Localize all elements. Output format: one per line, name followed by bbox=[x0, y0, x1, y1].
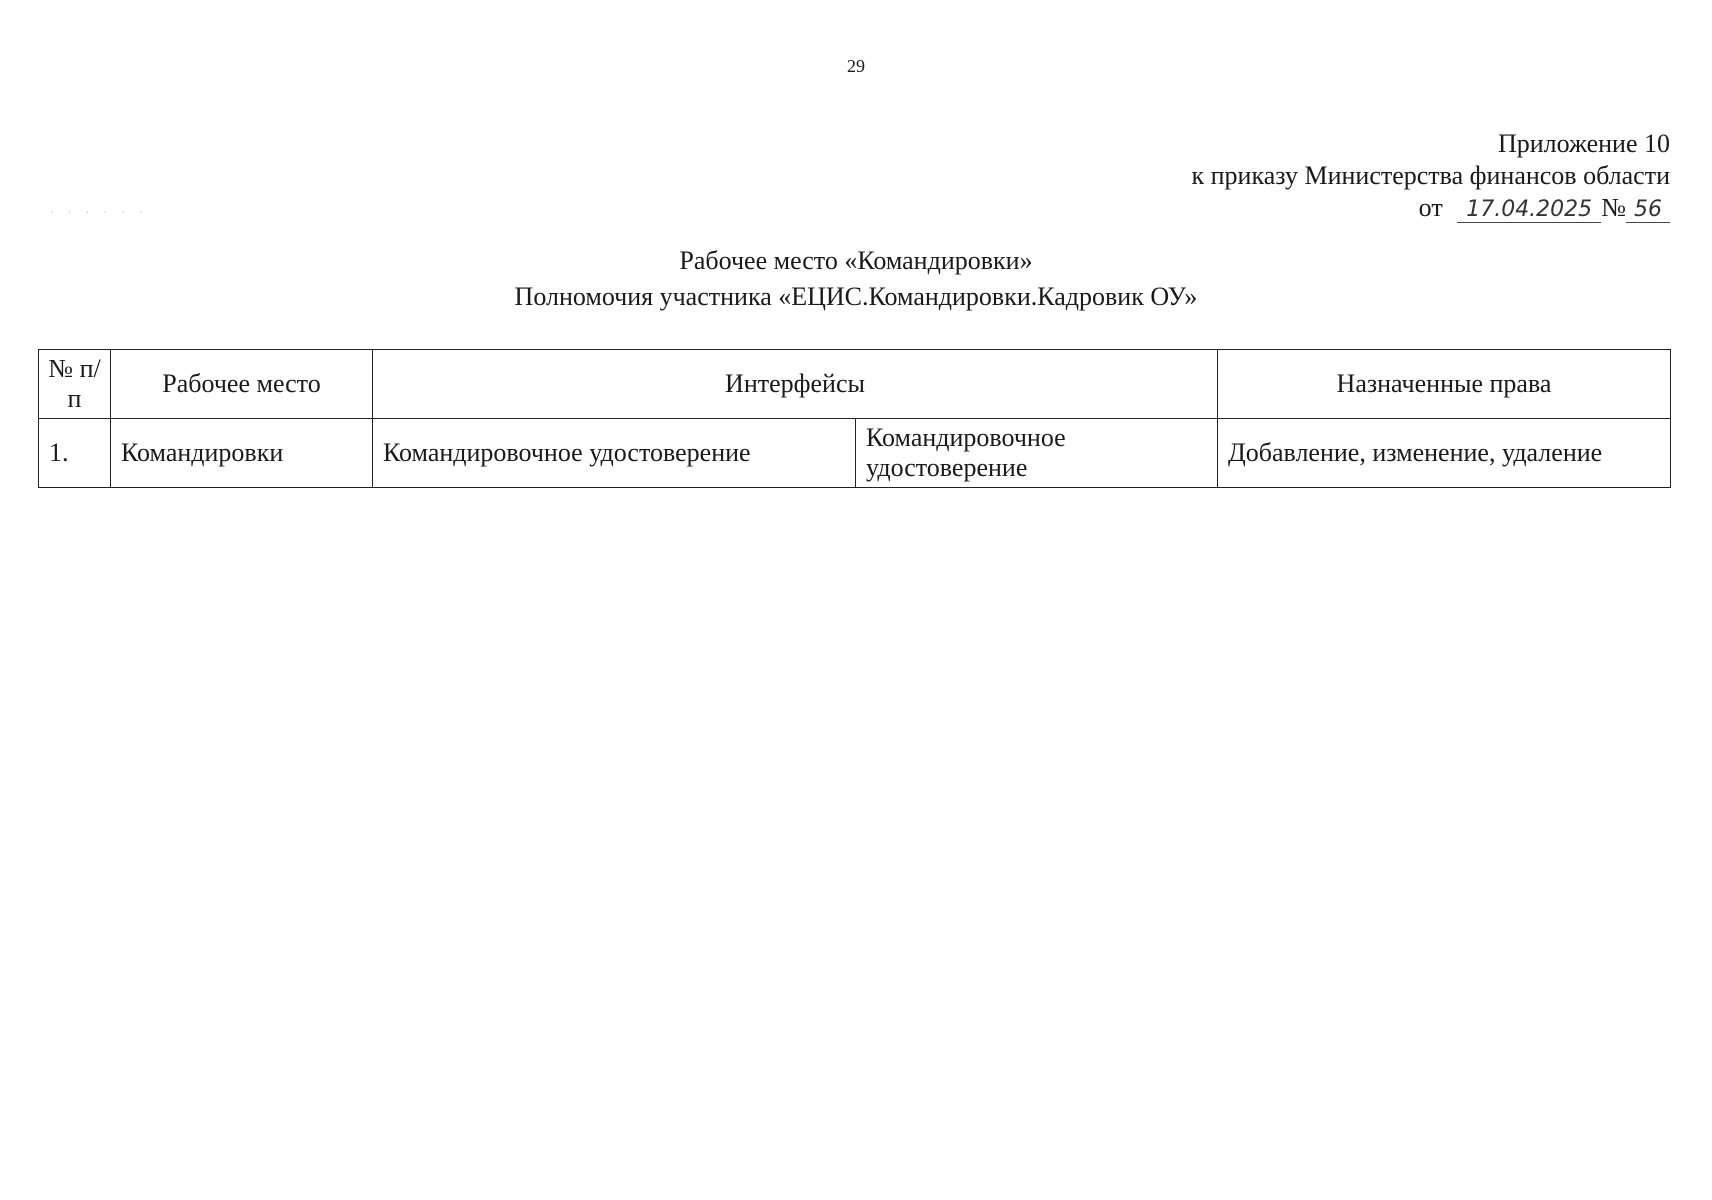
cell-interface: Командировочное удостоверение bbox=[856, 419, 1218, 488]
cell-workplace: Командировки bbox=[111, 419, 373, 488]
number-sign: № bbox=[1601, 193, 1626, 222]
page-number: 29 bbox=[847, 56, 865, 76]
cell-rights: Добавление, изменение, удаление bbox=[1218, 419, 1671, 488]
table-header-row bbox=[39, 350, 1671, 419]
date-prefix: от bbox=[1418, 193, 1443, 222]
table-row bbox=[39, 419, 1671, 488]
header-interfaces: Интерфейсы bbox=[373, 350, 1218, 419]
cell-num: 1. bbox=[39, 419, 111, 488]
header-workplace: Рабочее место bbox=[111, 350, 373, 419]
rights-table bbox=[38, 349, 1671, 488]
appendix-subtitle: к приказу Министерства финансов области bbox=[1191, 161, 1670, 190]
header-rights: Назначенные права bbox=[1218, 350, 1671, 419]
header-num: № п/п bbox=[39, 350, 111, 419]
appendix-date-line bbox=[1192, 192, 1671, 224]
handwritten-number: 56 bbox=[1626, 198, 1670, 223]
speck-mark: · · · · · · bbox=[50, 208, 149, 219]
cell-interface-group: Командировочное удостоверение bbox=[373, 419, 856, 488]
appendix-block bbox=[1192, 128, 1671, 224]
appendix-title: Приложение 10 bbox=[1497, 129, 1670, 158]
handwritten-date: 17.04.2025 bbox=[1457, 198, 1601, 223]
heading-workplace: Рабочее место «Командировки» bbox=[679, 246, 1033, 275]
heading-permissions: Полномочия участника «ЕЦИС.Командировки.Кадровик ОУ» bbox=[514, 282, 1198, 311]
heading-block bbox=[0, 243, 1712, 315]
